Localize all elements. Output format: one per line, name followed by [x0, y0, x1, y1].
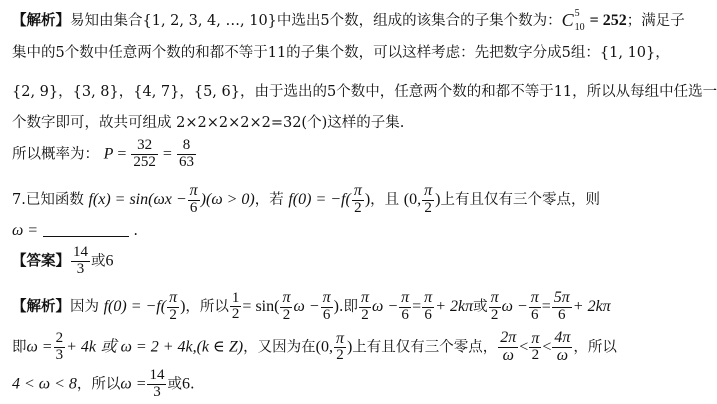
fraction: $\frac{\pi}{6}$ [189, 182, 198, 216]
text: 即 [12, 339, 27, 356]
question-7-line-1 [12, 183, 627, 217]
fraction: $\frac{\pi}{6}$ [322, 289, 331, 323]
fraction: $\frac{\pi}{6}$ [424, 289, 433, 323]
interval: (0, [403, 190, 422, 208]
text: ；满足子 [626, 13, 685, 29]
paren: ) [435, 190, 441, 208]
text: . [133, 223, 138, 239]
function-expr: f(0) = −f( [103, 297, 167, 315]
question-number: 7. [12, 191, 26, 208]
function-expr: f(0) = −f( [288, 190, 351, 208]
question-7-line-2 [12, 222, 627, 240]
answer-line [12, 245, 627, 278]
text: 个数字即可，故共可组成 2×2×2×2×2=32(个)这样的子集. [12, 115, 405, 131]
fraction: $\frac{8}{63}$ [178, 137, 194, 170]
analysis-line-2: 即ω = $\frac{2}{3}$ + 4k 或 ω = 2 + 4k,(k ∈ Z)，又因为在(0, $\frac{\pi}{2}$ )上有且仅有三个零点， $\frac{2\pi}{\omega}$ < $\frac{\pi}{2}$ < $\frac{4\pi}{\omega}$ ，所以 [12, 329, 617, 364]
fraction: $\frac{2}{3}$ [55, 330, 64, 363]
solution-line-3 [12, 84, 717, 101]
function-expr: f(x) = sin(ωx − [88, 190, 187, 208]
text: 或 [91, 253, 106, 270]
answer-tag: 【答案】 [12, 252, 70, 270]
p-symbol: P [103, 145, 114, 163]
text: ，所以 [573, 339, 617, 356]
fraction: $\frac{\pi}{6}$ [401, 289, 410, 323]
text: 易知由集合{1, 2, 3, 4, …, 10}中选出5个数，组成的该集合的子集个数为： [70, 13, 562, 29]
text: 已知函数 [25, 191, 84, 208]
text: .即 [338, 298, 359, 315]
inequality: 4 < ω < 8 [12, 375, 77, 393]
fraction: $\frac{\pi}{2}$ [531, 329, 540, 364]
text: 上有且仅有三个零点， [352, 339, 498, 356]
combination-value: = 252 [589, 12, 627, 29]
fraction: $\frac{1}{2}$ [231, 289, 240, 323]
text: ，又因为在 [243, 339, 316, 356]
value: 6 [105, 252, 114, 270]
fraction: $\frac{\pi}{2}$ [361, 289, 370, 323]
fraction: $\frac{2\pi}{\omega}$ [500, 329, 517, 364]
text: ，所以 [185, 298, 229, 315]
condition: )(ω > 0) [200, 190, 255, 208]
fraction: $\frac{\pi}{2}$ [335, 329, 344, 364]
fraction: $\frac{\pi}{2}$ [169, 289, 178, 323]
text: 所以概率为： [12, 146, 99, 163]
analysis-tag: 【解析】 [12, 12, 70, 29]
text: ，所以 [76, 376, 121, 393]
text: 或 ω = 2 + 4k,(k ∈ Z) [100, 338, 244, 356]
text: 因为 [70, 298, 99, 315]
answer-blank [43, 236, 129, 237]
analysis-line-1: 【解析】因为 f(0) = −f( $\frac{\pi}{2}$ )，所以 $\frac{1}{2}$ = sin( $\frac{\pi}{2}$ ω − $\frac{\pi}{6}$ ).即 $\frac{\pi}{2}$ ω − $\frac{\pi}{6}$ = $\frac{\pi}{6}$ + 2kπ或 $\frac{\pi}{2}$ ω − $\frac{\pi}{6}$ = $\frac{5\pi}{6}$ + 2kπ [12, 289, 611, 323]
analysis-line-3: 4 < ω < 8，所以ω = $\frac{14}{3}$ 或6. [12, 367, 195, 400]
fraction: $\frac{14}{3}$ [149, 367, 165, 400]
fraction: $\frac{5\pi}{6}$ [553, 289, 570, 323]
fraction: $\frac{14}{3}$ [73, 244, 88, 277]
analysis-tag: 【解析】 [12, 297, 70, 315]
fraction: $\frac{4\pi}{\omega}$ [554, 329, 571, 364]
solution-line-1 [12, 8, 685, 34]
text: 上有且仅有三个零点，则 [440, 191, 600, 208]
fraction: $\frac{\pi}{2}$ [353, 182, 362, 216]
fraction: $\frac{\pi}{2}$ [282, 289, 291, 323]
fraction: $\frac{\pi}{2}$ [424, 182, 433, 216]
probability-line: 所以概率为： P = $\frac{32}{252}$ = $\frac{8}{63}$ [12, 137, 194, 170]
text: {2, 9}，{3, 8}，{4, 7}，{5, 6}，由于选出的5个数中，任意两个数的和都不等于11，所以从每组中任选一 [12, 84, 717, 100]
omega-label: ω = [12, 222, 39, 239]
fraction: $\frac{\pi}{2}$ [490, 289, 499, 323]
solution-line-2 [12, 45, 670, 62]
text: ，且 [370, 191, 400, 208]
fraction: $\frac{\pi}{6}$ [530, 289, 539, 323]
paren: ) [364, 190, 371, 208]
text: 集中的5个数中任意两个数的和都不等于11的子集个数，可以这样考虑：先把数字分成5组：{1, 10}， [12, 45, 670, 61]
text: ，若 [254, 191, 284, 208]
solution-line-4 [12, 115, 627, 132]
combination-symbol: C 5 10 [561, 8, 585, 33]
fraction: $\frac{32}{252}$ [133, 137, 156, 170]
